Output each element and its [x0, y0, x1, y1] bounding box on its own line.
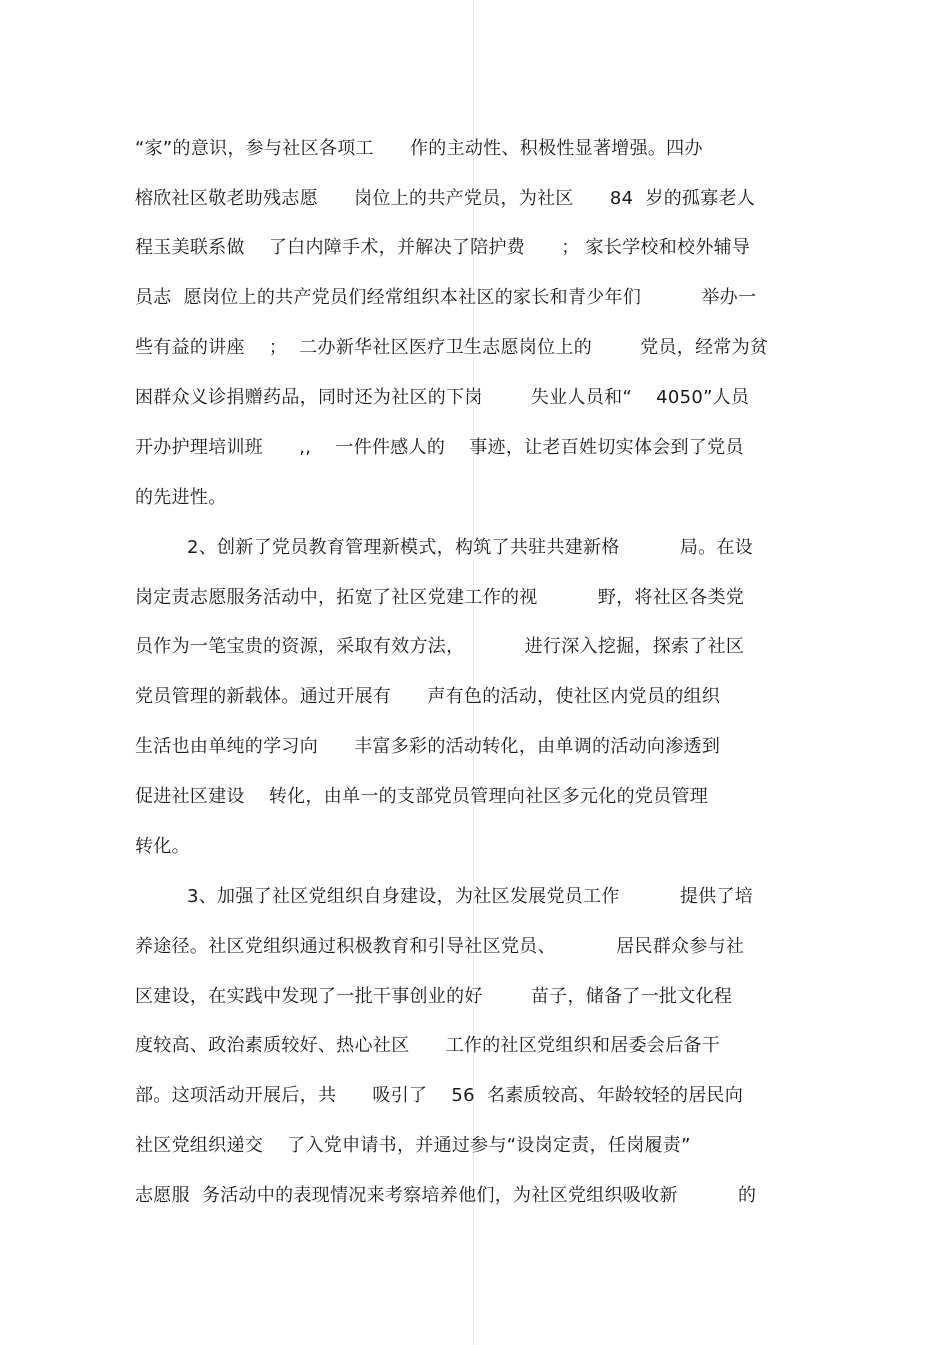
paragraph-3-start: 3、加强了社区党组织自身建设，为社区发展党员工作 提供了培 — [187, 886, 754, 907]
text-line: 榕欣社区敬老助残志愿 岗位上的共产党员，为社区 84 岁的孤寡老人 — [135, 188, 756, 209]
text-line: 岗定责志愿服务活动中，拓宽了社区党建工作的视 野，将社区各类党 — [135, 587, 745, 608]
text-line: 员志 愿岗位上的共产党员们经常组织本社区的家长和青少年们 举办一 — [135, 287, 757, 308]
text-line: 养途径。社区党组织通过积极教育和引导社区党员、 居民群众参与社 — [135, 936, 745, 957]
text-line: 开办护理培训班 ,, 一件件感人的 事迹，让老百姓切实体会到了党员 — [135, 437, 744, 458]
text-line: 促进社区建设 转化，由单一的支部党员管理向社区多元化的党员管理 — [135, 786, 709, 807]
text-line: “家”的意识，参与社区各项工 作的主动性、积极性显著增强。四办 — [135, 138, 703, 159]
text-line: 程玉美联系做 了白内障手术，并解决了陪护费 ； 家长学校和校外辅导 — [135, 237, 751, 258]
text-line: 部。这项活动开展后，共 吸引了 56 名素质较高、年龄较轻的居民向 — [135, 1085, 744, 1106]
text-line: 区建设，在实践中发现了一批干事创业的好 苗子，储备了一批文化程 — [135, 986, 733, 1007]
text-line: 度较高、政治素质较好、热心社区 工作的社区党组织和居委会后备干 — [135, 1035, 721, 1056]
text-line: 的先进性。 — [135, 487, 227, 508]
text-line: 些有益的讲座 ； 二办新华社区医疗卫生志愿岗位上的 党员，经常为贫 — [135, 337, 769, 358]
text-line: 困群众义诊捐赠药品，同时还为社区的下岗 失业人员和“ 4050”人员 — [135, 387, 750, 408]
text-line: 党员管理的新载体。通过开展有 声有色的活动，使社区内党员的组织 — [135, 686, 721, 707]
text-line: 员作为一笔宝贵的资源，采取有效方法， 进行深入挖掘，探索了社区 — [135, 636, 745, 657]
text-line: 生活也由单纯的学习向 丰富多彩的活动转化，由单调的活动向渗透到 — [135, 736, 721, 757]
text-line: 转化。 — [135, 836, 190, 857]
text-line: 志愿服 务活动中的表现情况来考察培养他们，为社区党组织吸收新 的 — [135, 1185, 757, 1206]
text-line: 社区党组织递交 了入党申请书，并通过参与“设岗定责，任岗履责” — [135, 1135, 691, 1156]
paragraph-2-start: 2、创新了党员教育管理新模式，构筑了共驻共建新格 局。在设 — [187, 537, 754, 558]
